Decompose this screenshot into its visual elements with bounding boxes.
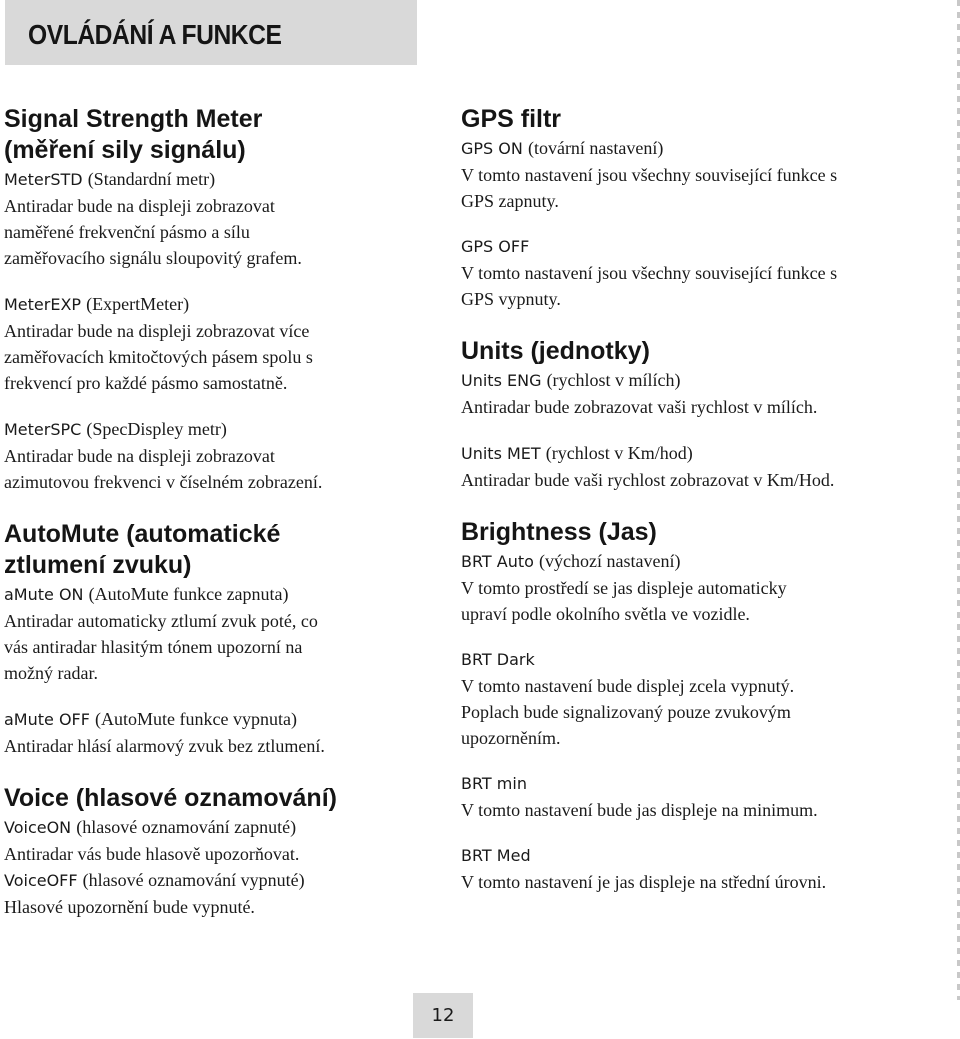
option-description: Antiradar hlásí alarmový zvuk bez ztlumení.: [4, 736, 325, 756]
option-code: VoiceOFF: [4, 871, 78, 890]
option-description: upraví podle okolního světla ve vozidle.: [461, 604, 750, 624]
option-code: MeterSPC: [4, 420, 82, 439]
option-label: [461, 440, 901, 467]
section: [461, 104, 901, 312]
option-code: Units ENG: [461, 371, 542, 390]
option-code: BRT min: [461, 774, 527, 793]
option-description: GPS zapnuty.: [461, 191, 559, 211]
option-description: upozorněním.: [461, 728, 561, 748]
option-description: Antiradar bude na displeji zobrazovat: [4, 446, 275, 466]
option-description: zaměřovacích kmitočtových pásem spolu s: [4, 347, 313, 367]
option-code: VoiceON: [4, 818, 72, 837]
option-label: [461, 135, 901, 162]
option-label: [4, 706, 424, 733]
option-label: [4, 291, 424, 318]
option-code: GPS ON: [461, 139, 523, 158]
option-description: Hlasové upozornění bude vypnuté.: [4, 897, 255, 917]
option-description: V tomto nastavení bude displej zcela vypnutý.: [461, 676, 795, 696]
section-heading: Signal Strength Meter: [4, 105, 263, 133]
section-heading: Brightness (Jas): [461, 518, 657, 546]
option-note: (Standardní metr): [87, 169, 216, 189]
option-description: Antiradar bude vaši rychlost zobrazovat v Km/Hod.: [461, 470, 835, 490]
setting-option: [4, 706, 424, 759]
option-label: [4, 814, 424, 841]
option-label: [461, 771, 901, 797]
option-note: (výchozí nastavení): [539, 551, 681, 571]
setting-option: [4, 291, 424, 396]
option-description: naměřené frekvenční pásmo a sílu: [4, 222, 250, 242]
section-heading: ztlumení zvuku): [4, 551, 192, 579]
setting-option: [461, 367, 901, 420]
option-label: [461, 647, 901, 673]
option-description: možný radar.: [4, 663, 98, 683]
setting-option: [461, 771, 901, 823]
option-label: [4, 166, 424, 193]
option-note: (rychlost v Km/hod): [545, 443, 693, 463]
option-note: (AutoMute funkce zapnuta): [88, 584, 289, 604]
option-note: (SpecDispley metr): [86, 419, 227, 439]
option-description: frekvencí pro každé pásmo samostatně.: [4, 373, 288, 393]
option-description: Antiradar bude zobrazovat vaši rychlost v mílích.: [461, 397, 818, 417]
section-heading: GPS filtr: [461, 105, 562, 133]
option-code: BRT Dark: [461, 650, 535, 669]
section: [461, 517, 901, 895]
option-note: (ExpertMeter): [86, 294, 190, 314]
option-note: (rychlost v mílích): [546, 370, 681, 390]
setting-option: [461, 548, 901, 627]
setting-option: [461, 234, 901, 312]
option-description: azimutovou frekvenci v číselném zobrazení.: [4, 472, 323, 492]
section-heading: AutoMute (automatické: [4, 520, 281, 548]
page-number: 12: [413, 993, 473, 1038]
option-description: V tomto nastavení bude jas displeje na minimum.: [461, 800, 818, 820]
option-label: [461, 843, 901, 869]
option-code: BRT Auto: [461, 552, 534, 571]
left-column: [4, 104, 424, 944]
option-description: V tomto nastavení jsou všechny související funkce s: [461, 165, 838, 185]
setting-option: [4, 166, 424, 271]
option-note: (hlasové oznamování vypnuté): [82, 870, 305, 890]
option-label: [461, 548, 901, 575]
option-label: [461, 234, 901, 260]
setting-option: [461, 843, 901, 895]
option-description: GPS vypnuty.: [461, 289, 561, 309]
setting-option: [4, 581, 424, 686]
section: [4, 783, 424, 920]
option-note: (AutoMute funkce vypnuta): [95, 709, 297, 729]
option-code: MeterSTD: [4, 170, 83, 189]
option-description: Antiradar vás bude hlasově upozorňovat.: [4, 844, 300, 864]
option-code: BRT Med: [461, 846, 531, 865]
option-code: MeterEXP: [4, 295, 82, 314]
option-code: Units MET: [461, 444, 541, 463]
section: [461, 336, 901, 493]
setting-option: [461, 135, 901, 214]
option-description: zaměřovacího signálu sloupovitý grafem.: [4, 248, 302, 268]
setting-option: [4, 814, 424, 867]
option-description: V tomto nastavení jsou všechny související funkce s: [461, 263, 838, 283]
option-label: [4, 867, 424, 894]
setting-option: [4, 416, 424, 495]
page-title: OVLÁDÁNÍ A FUNKCE: [28, 19, 282, 50]
option-code: aMute ON: [4, 585, 84, 604]
option-description: vás antiradar hlasitým tónem upozorní na: [4, 637, 303, 657]
option-description: Poplach bude signalizovaný pouze zvukovým: [461, 702, 791, 722]
option-description: Antiradar bude na displeji zobrazovat: [4, 196, 275, 216]
section: [4, 519, 424, 759]
option-note: (tovární nastavení): [527, 138, 664, 158]
option-label: [4, 581, 424, 608]
option-description: V tomto prostředí se jas displeje automaticky: [461, 578, 787, 598]
section-heading: Voice (hlasové oznamování): [4, 784, 337, 812]
section: [4, 104, 424, 495]
option-code: aMute OFF: [4, 710, 90, 729]
right-column: [461, 104, 901, 919]
option-description: Antiradar automaticky ztlumí zvuk poté, co: [4, 611, 318, 631]
option-description: V tomto nastavení je jas displeje na střední úrovni.: [461, 872, 827, 892]
setting-option: [4, 867, 424, 920]
option-description: Antiradar bude na displeji zobrazovat více: [4, 321, 310, 341]
setting-option: [461, 647, 901, 751]
option-label: [461, 367, 901, 394]
option-code: GPS OFF: [461, 237, 530, 256]
option-label: [4, 416, 424, 443]
section-heading: Units (jednotky): [461, 337, 650, 365]
setting-option: [461, 440, 901, 493]
section-heading: (měření sily signálu): [4, 136, 246, 164]
option-note: (hlasové oznamování zapnuté): [76, 817, 297, 837]
